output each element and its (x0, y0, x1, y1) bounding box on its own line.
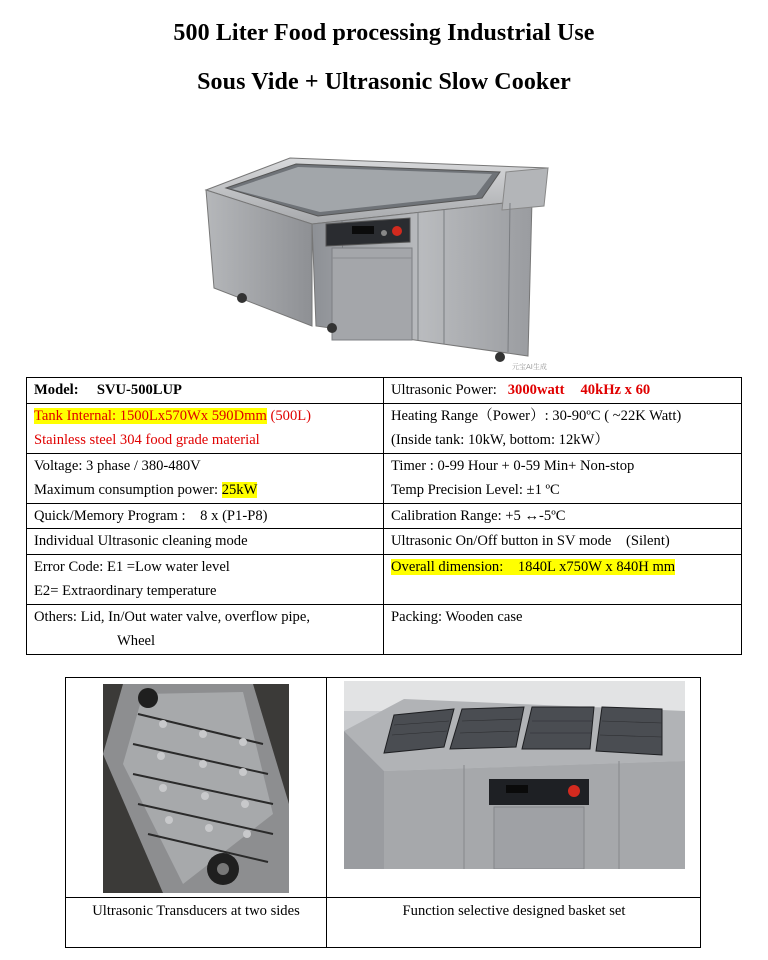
spec-cell (384, 604, 742, 654)
spec-cell (384, 453, 742, 503)
calibration: Calibration Range: +5 ↔-5ºC (391, 507, 566, 524)
program: Quick/Memory Program : 8 x (P1-P8) (34, 507, 268, 524)
others-line1: Others: Lid, In/Out water valve, overflow pipe, (34, 608, 310, 625)
timer: Timer : 0-99 Hour + 0-59 Min+ Non-stop (391, 457, 635, 474)
tank-row (27, 404, 383, 429)
tank-internal: Tank Internal: 1500Lx570Wx 590Dmm (34, 407, 267, 424)
heating-split: (Inside tank: 10kW, bottom: 12kW） (391, 432, 609, 448)
spec-cell (27, 378, 384, 404)
spec-cell (384, 529, 742, 555)
divider (66, 897, 700, 898)
ultrasonic-power-label: Ultrasonic Power: (391, 382, 497, 398)
max-power-row (27, 478, 383, 503)
page-title: 500 Liter Food processing Industrial Use (173, 20, 595, 46)
page-subtitle: Sous Vide + Ultrasonic Slow Cooker (197, 69, 571, 95)
overall-dimension: Overall dimension: 1840L x750W x 840H mm (391, 558, 676, 575)
caption-basket-set: Function selective designed basket set (402, 903, 626, 919)
material: Stainless steel 304 food grade material (34, 432, 260, 448)
model-label: Model: (34, 382, 79, 398)
spec-cell (27, 453, 384, 503)
ultrasonic-button: Ultrasonic On/Off button in SV mode (Silent) (391, 533, 670, 549)
photo-table (65, 677, 701, 948)
sous-vide-machine-image (192, 112, 584, 374)
heating-range: Heating Range（Power）: 30-90ºC ( ~22K Watt) (391, 407, 682, 424)
others-line2: Wheel (117, 633, 156, 649)
model-row (27, 378, 383, 403)
spec-cell (384, 403, 742, 453)
error-e1: Error Code: E1 =Low water level (34, 558, 230, 575)
cleaning-mode: Individual Ultrasonic cleaning mode (34, 533, 248, 549)
packing: Packing: Wooden case (391, 608, 523, 625)
ultrasonic-power-row (384, 378, 741, 403)
caption-transducers: Ultrasonic Transducers at two sides (92, 903, 300, 919)
ultrasonic-power-freq: 40kHz x 60 (580, 382, 651, 398)
spec-cell (27, 403, 384, 453)
voltage: Voltage: 3 phase / 380-480V (34, 457, 201, 474)
error-e2: E2= Extraordinary temperature (34, 583, 217, 599)
max-power-label: Maximum consumption power: (34, 482, 219, 498)
transducer-photo (103, 684, 289, 893)
basket-set-photo (344, 681, 685, 869)
spec-cell (27, 503, 384, 529)
ultrasonic-power-watt: 3000watt (507, 382, 565, 398)
spec-cell (384, 378, 742, 404)
spec-cell (27, 604, 384, 654)
model-value: SVU-500LUP (96, 382, 182, 398)
max-power-value: 25kW (221, 482, 258, 498)
spec-cell (27, 529, 384, 555)
spec-cell (27, 554, 384, 604)
spec-cell (384, 554, 742, 604)
spec-table (26, 377, 742, 655)
watermark: 元宝AI生成 (512, 363, 547, 371)
temp-precision: Temp Precision Level: ±1 ºC (391, 482, 560, 498)
spec-cell (384, 503, 742, 529)
tank-volume: (500L) (270, 407, 312, 424)
